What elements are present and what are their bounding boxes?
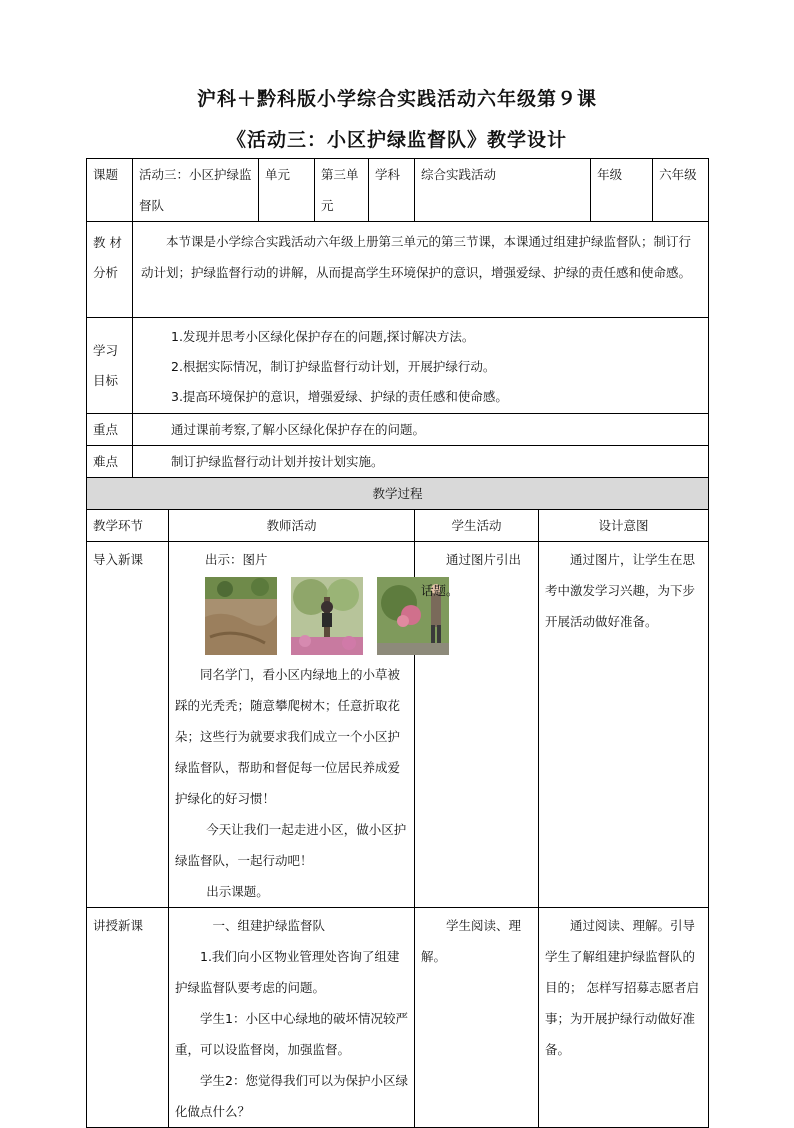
title-line-2: 《活动三：小区护绿监督队》教学设计	[226, 129, 567, 151]
col-stage: 教学环节	[87, 510, 169, 542]
grade-label: 年级	[591, 159, 653, 222]
objective-item: 3.提高环境保护的意识，增强爱绿、护绿的责任感和使命感。	[171, 389, 508, 404]
col-intent: 设计意图	[539, 510, 709, 542]
teacher-paragraph: 学生1：小区中心绿地的破坏情况较严重，可以设监督岗，加强监督。	[175, 1011, 408, 1057]
teacher-paragraph: 出示课题。	[206, 884, 269, 899]
key-point-text: 通过课前考察,了解小区绿化保护存在的问题。	[133, 414, 709, 446]
process-header-row	[87, 478, 709, 510]
analysis-label-1: 教 材	[93, 235, 122, 250]
table-row	[87, 908, 709, 1128]
design-intent: 通过阅读、理解。引导学生了解组建护绿监督队的目的； 怎样写招募志愿者启事；为开展护绿行动做好准备。	[545, 918, 700, 1057]
student-activity: 通过图片引出话题。	[421, 552, 522, 598]
key-point-row	[87, 414, 709, 446]
teacher-paragraph: 同名学门，看小区内绿地上的小草被踩的光秃秃；随意攀爬树木；任意折取花朵；这些行为就要求我们成立一个小区护绿监督队，帮助和督促每一位居民养成爱护绿化的好习惯！	[175, 667, 401, 806]
trampled-grass-photo	[205, 577, 277, 655]
design-intent: 通过图片，让学生在思考中激发学习兴趣，为下步开展活动做好准备。	[545, 552, 696, 629]
analysis-row	[87, 222, 709, 318]
subject-value: 综合实践活动	[415, 159, 591, 222]
teacher-paragraph: 学生2：您觉得我们可以为保护小区绿化做点什么？	[175, 1073, 408, 1119]
column-header-row	[87, 510, 709, 542]
title-line-1: 沪科＋黔科版小学综合实践活动六年级第９课	[196, 88, 597, 110]
process-header: 教学过程	[87, 478, 709, 510]
teacher-intro: 出示：图片	[205, 552, 268, 567]
grade-value: 六年级	[653, 159, 709, 222]
unit-value: 第三单元	[315, 159, 369, 222]
difficulty-label: 难点	[87, 446, 133, 478]
analysis-text: 本节课是小学综合实践活动六年级上册第三单元的第三节课，本课通过组建护绿监督队；制订行动计划；护绿监督行动的讲解，从而提高学生环境保护的意识，增强爱绿、护绿的责任感和使命感。	[133, 222, 709, 318]
teacher-paragraph: 1.我们向小区物业管理处咨询了组建护绿监督队要考虑的问题。	[175, 949, 400, 995]
table-row	[87, 542, 709, 908]
unit-label: 单元	[259, 159, 315, 222]
photo-strip	[175, 575, 408, 659]
topic-value: 活动三：小区护绿监督队	[133, 159, 259, 222]
info-row	[87, 159, 709, 222]
analysis-label-2: 分析	[93, 265, 119, 280]
col-student: 学生活动	[415, 510, 539, 542]
lesson-plan-table	[86, 158, 709, 1128]
subject-label: 学科	[369, 159, 415, 222]
topic-label: 课题	[87, 159, 133, 222]
difficulty-text: 制订护绿监督行动计划并按计划实施。	[133, 446, 709, 478]
objectives-label-2: 目标	[93, 373, 119, 388]
stage-cell: 导入新课	[87, 542, 169, 908]
tree-climbing-photo	[291, 577, 363, 655]
objectives-label-1: 学习	[93, 343, 119, 358]
col-teacher: 教师活动	[169, 510, 415, 542]
student-activity: 学生阅读、理解。	[421, 918, 522, 964]
difficulty-row	[87, 446, 709, 478]
objective-item: 1.发现并思考小区绿化保护存在的问题,探讨解决方法。	[171, 329, 475, 344]
key-point-label: 重点	[87, 414, 133, 446]
teacher-paragraph: 今天让我们一起走进小区，做小区护绿监督队，一起行动吧！	[175, 822, 407, 868]
objective-item: 2.根据实际情况，制订护绿监督行动计划，开展护绿行动。	[171, 359, 496, 374]
objectives-row	[87, 318, 709, 414]
stage-cell: 讲授新课	[87, 908, 169, 1128]
teacher-paragraph: 一、组建护绿监督队	[212, 918, 326, 933]
